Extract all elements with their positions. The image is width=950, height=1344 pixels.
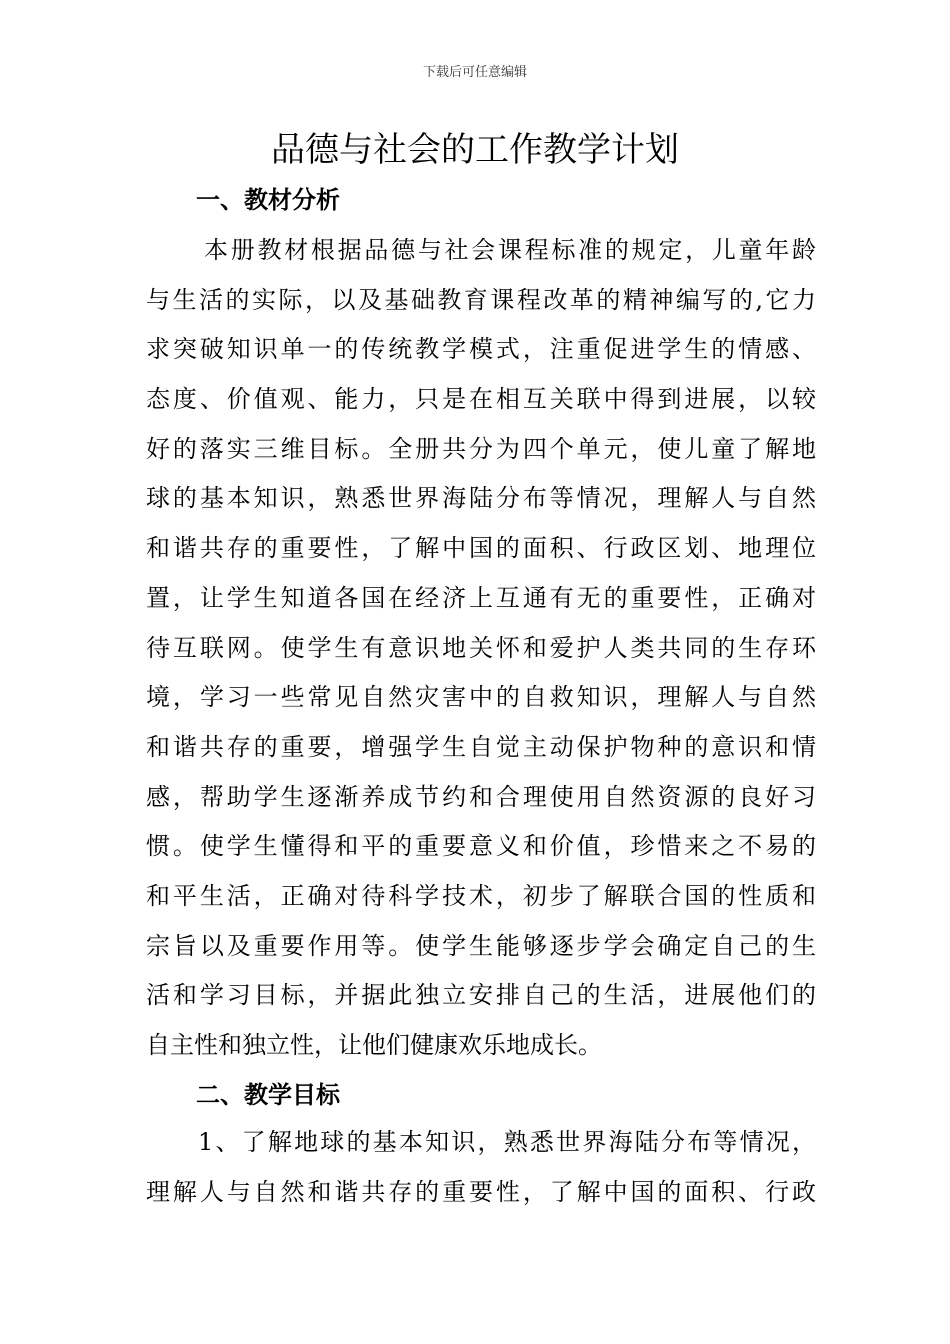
section-heading-teaching-objectives: 二、教学目标 <box>196 1080 340 1109</box>
section-body-teaching-objectives <box>146 1118 816 1217</box>
paragraph-line: 和谐共存的重要性，了解中国的面积、行政区划、地理位 <box>146 534 816 563</box>
paragraph-line: 和平生活，正确对待科学技术，初步了解联合国的性质和 <box>146 881 816 910</box>
paragraph-line: 好的落实三维目标。全册共分为四个单元，使儿童了解地 <box>146 434 816 463</box>
paragraph-line: 态度、价值观、能力，只是在相互关联中得到进展，以较 <box>146 385 816 414</box>
document-title: 品德与社会的工作教学计划 <box>271 130 679 170</box>
paragraph-line: 和谐共存的重要，增强学生自觉主动保护物种的意识和情 <box>146 732 816 761</box>
paragraph-line: 与生活的实际，以及基础教育课程改革的精神编写的,它力 <box>146 285 816 314</box>
section-body-textbook-analysis <box>146 226 816 1071</box>
paragraph-line: 求突破知识单一的传统教学模式，注重促进学生的情感、 <box>146 335 816 364</box>
paragraph-line: 1、了解地球的基本知识，熟悉世界海陆分布等情况， <box>198 1128 816 1156</box>
header-note: 下载后可任意编辑 <box>422 65 527 80</box>
paragraph-line: 球的基本知识，熟悉世界海陆分布等情况，理解人与自然 <box>146 484 816 513</box>
paragraph-line: 本册教材根据品德与社会课程标准的规定，儿童年龄 <box>204 236 816 264</box>
paragraph-line: 惯。使学生懂得和平的重要意义和价值，珍惜来之不易的 <box>146 832 816 861</box>
paragraph-line: 感，帮助学生逐渐养成节约和合理使用自然资源的良好习 <box>146 782 816 811</box>
paragraph-line: 理解人与自然和谐共存的重要性，了解中国的面积、行政 <box>146 1177 816 1206</box>
paragraph-line: 宗旨以及重要作用等。使学生能够逐步学会确定自己的生 <box>146 931 816 960</box>
paragraph-line: 待互联网。使学生有意识地关怀和爱护人类共同的生存环 <box>146 633 816 662</box>
section-heading-textbook-analysis: 一、教材分析 <box>196 185 340 214</box>
paragraph-line: 置，让学生知道各国在经济上互通有无的重要性，正确对 <box>146 583 816 612</box>
paragraph-line: 境，学习一些常见自然灾害中的自救知识，理解人与自然 <box>146 683 816 712</box>
paragraph-line: 自主性和独立性，让他们健康欢乐地成长。 <box>146 1031 602 1059</box>
paragraph-line: 活和学习目标，并据此独立安排自己的生活，进展他们的 <box>146 981 816 1010</box>
